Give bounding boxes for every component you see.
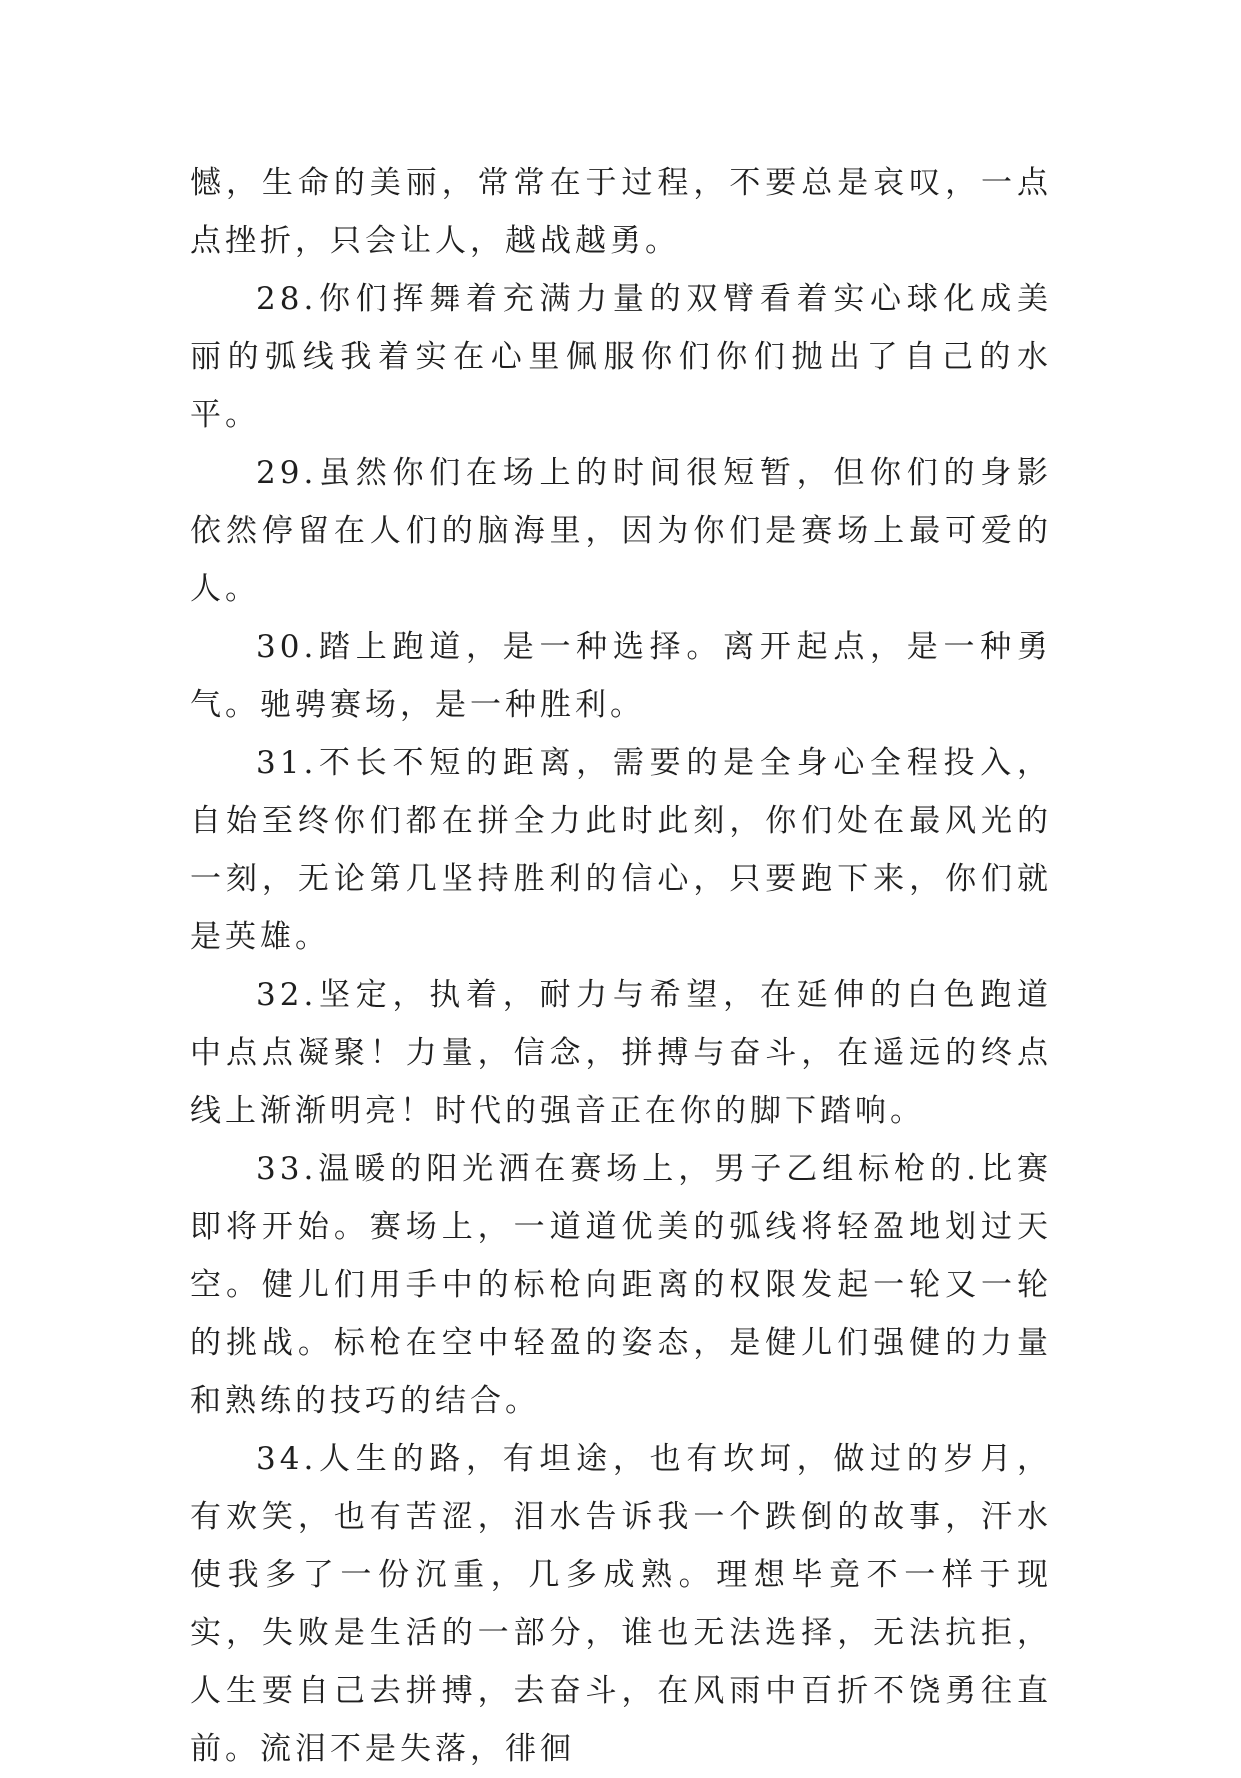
paragraph-31: 31.不长不短的距离，需要的是全身心全程投入，自始至终你们都在拼全力此时此刻，你们处在最风光的一刻，无论第几坚持胜利的信心，只要跑下来，你们就是英雄。 xyxy=(190,745,1052,955)
paragraph-29: 29.虽然你们在场上的时间很短暂，但你们的身影依然停留在人们的脑海里，因为你们是赛场上最可爱的人。 xyxy=(190,455,1052,607)
paragraph-32: 32.坚定，执着，耐力与希望，在延伸的白色跑道中点点凝聚！力量，信念，拼搏与奋斗，在遥远的终点线上渐渐明亮！时代的强音正在你的脚下踏响。 xyxy=(190,977,1052,1129)
paragraph-28: 28.你们挥舞着充满力量的双臂看着实心球化成美丽的弧线我着实在心里佩服你们你们抛出了自己的水平。 xyxy=(190,281,1052,433)
paragraph-continued: 憾，生命的美丽，常常在于过程，不要总是哀叹，一点点挫折，只会让人，越战越勇。 xyxy=(190,165,1052,259)
document-body xyxy=(190,154,1052,1778)
paragraph-34: 34.人生的路，有坦途，也有坎坷，做过的岁月，有欢笑，也有苦涩，泪水告诉我一个跌倒的故事，汗水使我多了一份沉重，几多成熟。理想毕竟不一样于现实，失败是生活的一部分，谁也无法选择，无法抗拒，人生要自己去拼搏，去奋斗，在风雨中百折不饶勇往直前。流泪不是失落，徘徊 xyxy=(190,1441,1052,1767)
paragraph-30: 30.踏上跑道，是一种选择。离开起点，是一种勇气。驰骋赛场，是一种胜利。 xyxy=(190,629,1052,723)
paragraph-33: 33.温暖的阳光洒在赛场上，男子乙组标枪的.比赛即将开始。赛场上，一道道优美的弧线将轻盈地划过天空。健儿们用手中的标枪向距离的权限发起一轮又一轮的挑战。标枪在空中轻盈的姿态，是健儿们强健的力量和熟练的技巧的结合。 xyxy=(190,1151,1052,1419)
